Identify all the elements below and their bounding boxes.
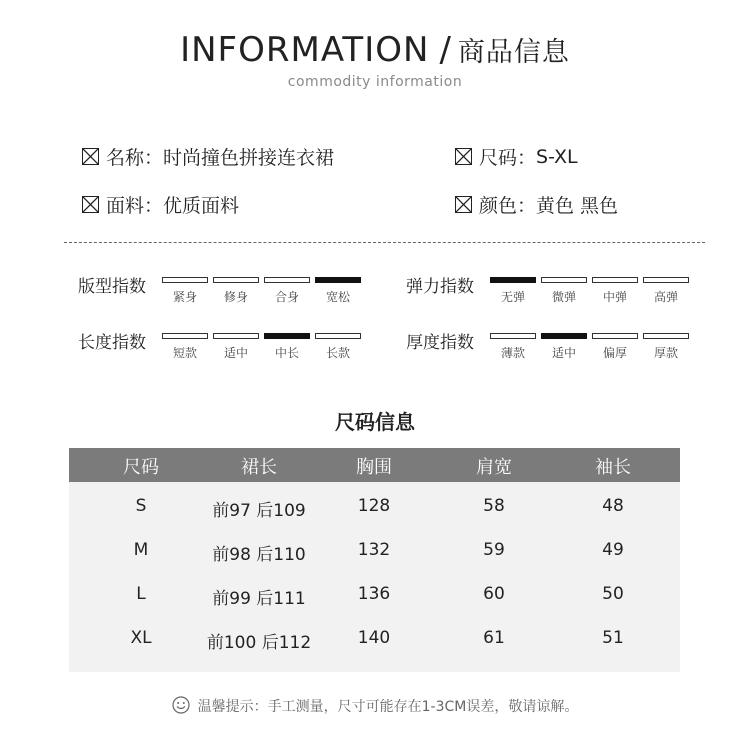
table-cell: 140 [357,628,391,648]
index-segment [592,277,638,283]
index-option-label: 适中 [223,346,248,360]
smile-icon [172,696,190,718]
table-cell: 136 [357,584,391,604]
checkbox-x-icon [82,148,99,165]
table-cell: 128 [357,496,391,516]
index-option-label: 宽松 [325,290,350,304]
footer-note [0,696,750,718]
header-bust: 胸围 [356,457,392,478]
checkbox-x-icon [455,196,472,213]
info-fabric-label: 面料： [106,195,164,217]
index-segment [315,333,361,339]
header-skirt-length: 裙长 [241,457,277,478]
size-table-body [69,482,680,672]
table-cell: 59 [483,540,505,560]
table-cell: 132 [357,540,391,560]
table-cell: XL [130,628,152,648]
size-table-header [69,448,680,482]
index-option-label: 短款 [172,346,197,360]
size-table-title: 尺码信息 [335,410,415,434]
header-sleeve: 袖长 [595,457,631,478]
info-name [82,143,334,170]
index-option-label: 薄款 [500,346,525,360]
index-segment [264,333,310,339]
index-option-label: 合身 [274,290,299,304]
info-name-value: 时尚撞色拼接连衣裙 [163,147,335,169]
table-row [69,628,680,654]
title-slash: / [439,30,452,70]
index-option-label: 微弹 [551,290,576,304]
info-color-label: 颜色： [479,195,537,217]
index-segment [643,277,689,283]
page-subtitle: commodity information [287,74,463,90]
table-cell: S [135,496,147,516]
index-option-label: 偏厚 [602,346,627,360]
index-option-label: 长款 [325,346,350,360]
index-option-label: 中长 [274,346,299,360]
table-cell: 51 [602,628,624,648]
table-cell: 前97 后109 [212,501,306,521]
index-segment [162,277,208,283]
index-segment [213,277,259,283]
index-label: 厚度指数 [406,333,474,353]
table-cell: 61 [483,628,505,648]
table-row [69,540,680,566]
info-size-label: 尺码： [479,147,537,169]
table-cell: L [136,584,146,604]
table-row [69,496,680,522]
index-option-label: 适中 [551,346,576,360]
index-segment [541,333,587,339]
header-shoulder: 肩宽 [476,457,512,478]
table-cell: 49 [602,540,624,560]
table-cell: 前99 后111 [212,589,306,609]
index-segment [315,277,361,283]
page-title [0,30,750,70]
table-cell: 60 [483,584,505,604]
index-label: 长度指数 [78,333,146,353]
info-color [455,191,618,218]
index-option-label: 紧身 [172,290,197,304]
table-cell: M [133,540,149,560]
table-cell: 50 [602,584,624,604]
index-segment [213,333,259,339]
index-option-label: 中弹 [602,290,627,304]
table-cell: 48 [602,496,624,516]
checkbox-x-icon [455,148,472,165]
dashed-divider [64,242,705,243]
index-label: 版型指数 [78,277,146,297]
table-cell: 前98 后110 [212,545,306,565]
index-segment [162,333,208,339]
index-segment [490,277,536,283]
info-color-value: 黄色 黑色 [536,195,619,217]
table-cell: 前100 后112 [206,633,312,653]
title-chinese: 商品信息 [457,37,570,68]
header-size: 尺码 [123,457,159,478]
index-option-label: 无弹 [500,290,525,304]
table-cell: 58 [483,496,505,516]
index-label: 弹力指数 [406,277,474,297]
footer-text: 温馨提示：手工测量，尺寸可能存在1-3CM误差，敬请谅解。 [197,699,579,715]
index-segment [592,333,638,339]
index-option-label: 高弹 [653,290,678,304]
table-row [69,584,680,610]
index-option-label: 修身 [223,290,248,304]
info-fabric [82,191,239,218]
index-segment [490,333,536,339]
index-segment [541,277,587,283]
title-english: INFORMATION [180,30,430,70]
info-fabric-value: 优质面料 [163,195,240,217]
checkbox-x-icon [82,196,99,213]
index-segment [643,333,689,339]
index-option-label: 厚款 [653,346,678,360]
info-name-label: 名称： [106,147,164,169]
index-segment [264,277,310,283]
info-size [455,143,578,170]
info-size-value: S-XL [536,145,578,168]
